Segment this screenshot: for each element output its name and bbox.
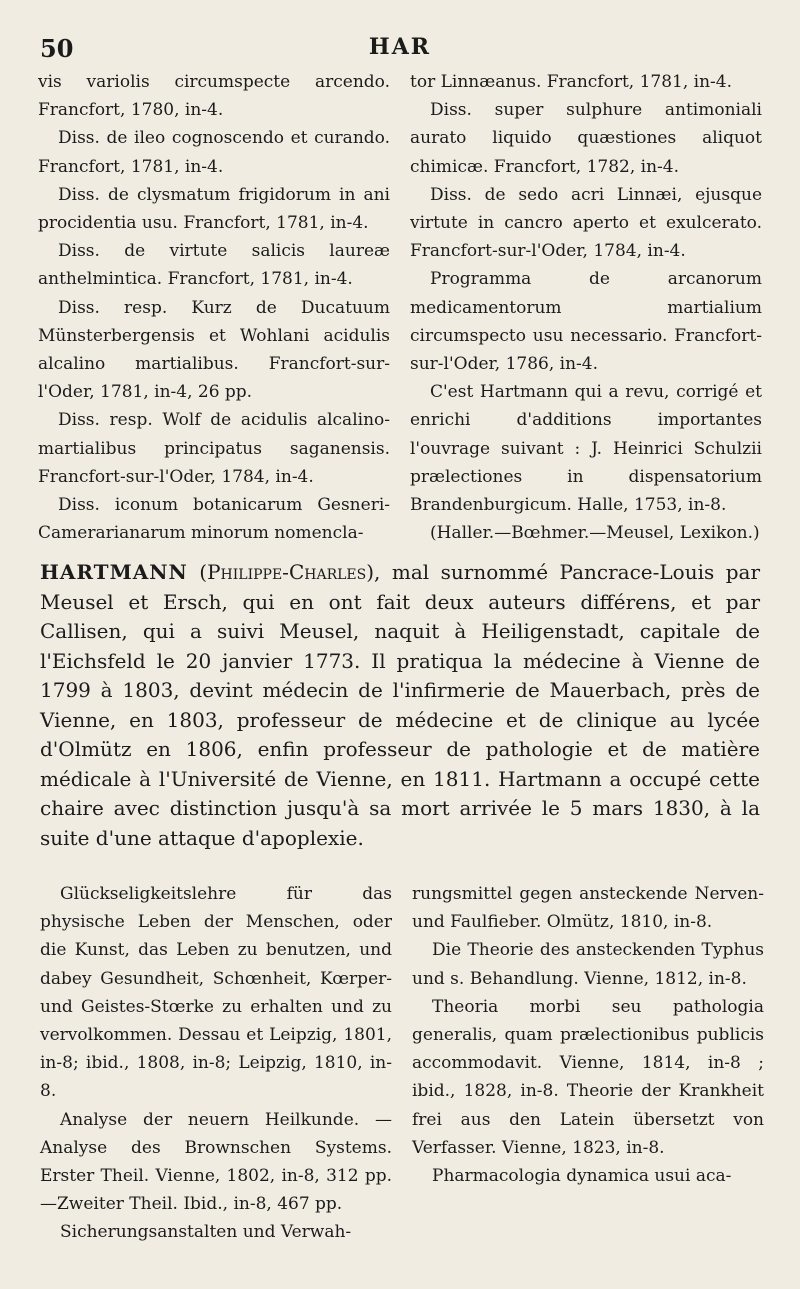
citation: Programma de arcanorum medicamentorum martialium circumspecto usu necessario. Francfort-sur-l'Oder, 1786, in-4. [410, 269, 762, 375]
citation: Diss. resp. Wolf de acidulis alcalino-martialibus principatus saganensis. Francfort-sur-l'Oder, 1784, in-4. [38, 410, 390, 487]
biography-entry [40, 558, 760, 853]
citation: vis variolis circumspecte arcendo. Francfort, 1780, in-4. [38, 72, 390, 121]
citation: Glückseligkeitslehre für das physische Leben der Menschen, oder die Kunst, das Leben zu benutzen, und dabey Gesundheit, Schœnheit, Kœrper- und Geistes-Stœrke zu erhalten und zu vervolkommen. Dessau et Leipzig, 1801, in-8; ibid., 1808, in-8; Leipzig, 1810, in-8. [40, 884, 392, 1102]
citation: Pharmacologia dynamica usui aca- [432, 1166, 732, 1187]
citation: Diss. de ileo cognoscendo et curando. Francfort, 1781, in-4. [38, 128, 390, 177]
citation: Sicherungsanstalten und Verwah- [60, 1222, 352, 1243]
entry-text: mal surnommé Pancrace-Louis par Meusel et Ersch, qui en ont fait deux auteurs différens, et par Callisen, qui a suivi Meusel, naquit à Heiligenstadt, capitale de l'Eichsfeld le 20 janvier 1773. Il pratiqua la médecine à Vienne de 1799 à 1803, devint médecin de l'infirmerie de Mauerbach, près de Vienne, en 1803, professeur de médecine et de clinique au lycée d'Olmütz en 1806, enfin professeur de pathologie et de matière médicale à l'Université de Vienne, en 1811. Hartmann a occupé cette chaire avec distinction jusqu'à sa mort arrivée le 5 mars 1830, à la suite d'une attaque d'apoplexie. [40, 560, 761, 850]
citation: Analyse der neuern Heilkunde. — Analyse des Brownschen Systems. Erster Theil. Vienne, 1802, in-8, 312 pp.—Zweiter Theil. Ibid., in-8, 467 pp. [40, 1109, 392, 1215]
citation: Die Theorie des ansteckenden Typhus und s. Behandlung. Vienne, 1812, in-8. [412, 940, 764, 989]
citation: tor Linnæanus. Francfort, 1781, in-4. [410, 72, 733, 92]
citation: Diss. de clysmatum frigidorum in ani procidentia usu. Francfort, 1781, in-4. [38, 184, 390, 234]
citation: Diss. iconum botanicarum Gesneri-Camerarianarum minorum nomencla- [38, 495, 390, 544]
citation: Diss. de virtute salicis laureæ anthelmintica. Francfort, 1781, in-4. [38, 241, 390, 290]
citation: Diss. resp. Kurz de Ducatuum Münsterbergensis et Wohlani acidulis alcalino martialibus. Francfort-sur-l'Oder, 1781, in-4, 26 pp. [38, 297, 390, 403]
entry-name: HARTMANN [40, 560, 188, 584]
left-column-bottom [40, 880, 392, 1247]
sources-note: (Haller.—Bœhmer.—Meusel, Lexikon.) [430, 523, 760, 544]
page-number: 50 [40, 34, 74, 63]
note: C'est Hartmann qui a revu, corrigé et enrichi d'additions importantes l'ouvrage suivant : J. Heinrici Schulzii prælectiones in dispensatorium Brandenburgicum. Halle, 1753, in-8. [410, 382, 762, 516]
citation: rungsmittel gegen ansteckende Nerven- und Faulfieber. Olmütz, 1810, in-8. [412, 884, 764, 933]
page-header [40, 34, 760, 64]
citation: Diss. super sulphure antimoniali aurato liquido quæstiones aliquot chimicæ. Francfort, 1782, in-4. [410, 100, 762, 177]
entry-given-names: (Philippe-Charles), [199, 560, 381, 584]
citation: Diss. de sedo acri Linnæi, ejusque virtute in cancro aperto et exulcerato. Francfort-sur-l'Oder, 1784, in-4. [410, 184, 762, 262]
right-column-bottom [412, 880, 764, 1190]
citation: Theoria morbi seu pathologia generalis, quam prælectionibus publicis accommodavit. Vienne, 1814, in-8 ; ibid., 1828, in-8. Theorie der Krankheit frei aus den Latein übersetzt von Verfasser. Vienne, 1823, in-8. [412, 996, 764, 1158]
left-column-top [38, 68, 390, 547]
running-head: HAR [368, 34, 432, 60]
right-column-top [410, 68, 762, 547]
